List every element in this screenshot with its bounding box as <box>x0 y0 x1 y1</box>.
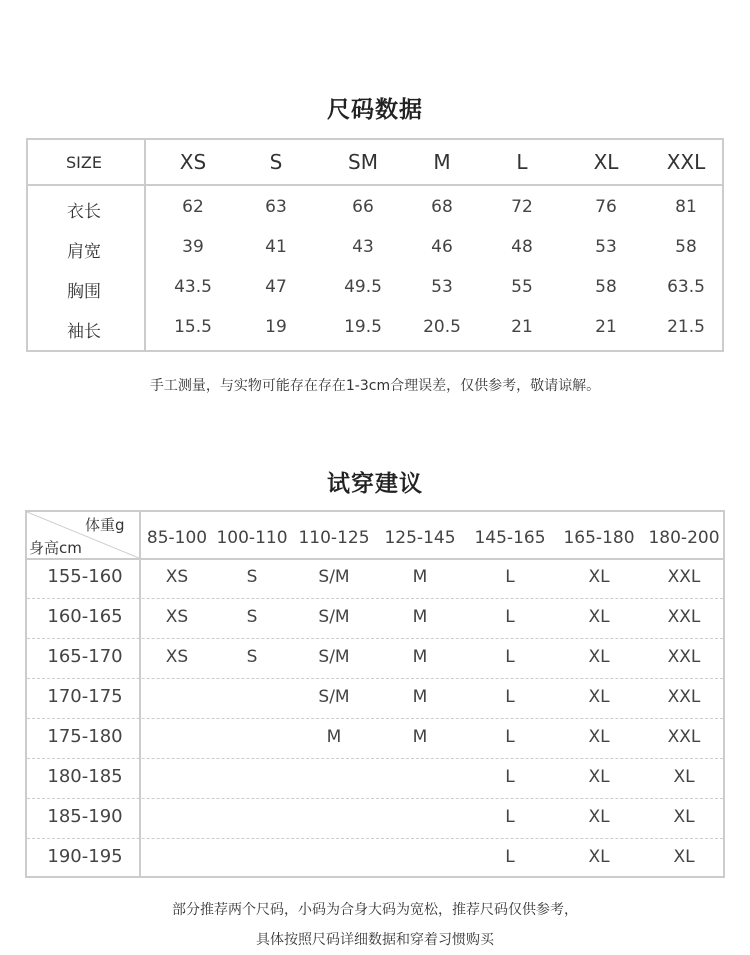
fit-table-column-divider <box>139 512 141 876</box>
corner-height-label: 身高cm <box>29 539 82 557</box>
fit-row-divider <box>27 638 723 639</box>
size-data-table <box>26 138 724 352</box>
size-row-label: 袖长 <box>67 322 101 342</box>
fit-size-cell: XL <box>673 767 695 787</box>
size-value-cell: 66 <box>352 197 374 217</box>
fit-size-cell: XL <box>588 727 610 747</box>
fit-size-cell: L <box>505 607 515 627</box>
fit-size-cell: S/M <box>318 647 350 667</box>
height-row-label: 190-195 <box>47 846 123 867</box>
size-row-label: 胸围 <box>67 282 101 302</box>
size-row-label: 衣长 <box>67 202 101 222</box>
size-header-cell: XXL <box>666 150 706 174</box>
fit-size-cell: XXL <box>667 727 701 747</box>
size-value-cell: 39 <box>182 237 204 257</box>
size-header-cell: SM <box>348 150 378 174</box>
fit-row-divider <box>27 718 723 719</box>
fit-size-cell: L <box>505 567 515 587</box>
fit-size-cell: L <box>505 767 515 787</box>
fit-size-cell: S/M <box>318 687 350 707</box>
measurement-note: 手工测量，与实物可能存在存在1-3cm合理误差，仅供参考，敬请谅解。 <box>149 378 601 394</box>
fit-size-cell: XL <box>673 847 695 867</box>
size-header-cell: L <box>516 150 528 174</box>
corner-weight-label: 体重g <box>85 516 125 534</box>
fit-size-cell: XL <box>673 807 695 827</box>
size-value-cell: 20.5 <box>423 317 461 337</box>
fit-size-cell: S/M <box>318 567 350 587</box>
size-value-cell: 43.5 <box>174 277 212 297</box>
fit-size-cell: L <box>505 807 515 827</box>
size-value-cell: 49.5 <box>344 277 382 297</box>
size-value-cell: 48 <box>511 237 533 257</box>
size-header-cell: XL <box>593 150 619 174</box>
fit-size-cell: M <box>412 567 428 587</box>
fit-size-cell: L <box>505 847 515 867</box>
height-row-label: 160-165 <box>47 606 123 627</box>
size-header-cell: M <box>433 150 451 174</box>
size-value-cell: 43 <box>352 237 374 257</box>
fit-size-cell: M <box>326 727 342 747</box>
height-row-label: 155-160 <box>47 566 123 587</box>
weight-header-cell: 125-145 <box>384 528 456 548</box>
size-value-cell: 21.5 <box>667 317 705 337</box>
size-value-cell: 47 <box>265 277 287 297</box>
size-value-cell: 21 <box>595 317 617 337</box>
height-row-label: 170-175 <box>47 686 123 707</box>
size-header-cell: XS <box>179 150 207 174</box>
fit-size-cell: XS <box>165 607 189 627</box>
weight-header-cell: 100-110 <box>216 528 288 548</box>
fit-size-cell: XS <box>165 647 189 667</box>
size-table-header-divider <box>28 184 722 186</box>
fit-size-cell: XL <box>588 567 610 587</box>
fit-row-divider <box>27 838 723 839</box>
fit-size-cell: M <box>412 607 428 627</box>
fit-size-cell: XXL <box>667 607 701 627</box>
fit-note-line-1: 部分推荐两个尺码，小码为合身大码为宽松，推荐尺码仅供参考， <box>172 902 578 918</box>
fit-table-header-divider <box>27 558 723 560</box>
size-value-cell: 62 <box>182 197 204 217</box>
fit-size-cell: M <box>412 727 428 747</box>
fit-size-cell: L <box>505 727 515 747</box>
height-row-label: 175-180 <box>47 726 123 747</box>
size-value-cell: 41 <box>265 237 287 257</box>
weight-header-cell: 110-125 <box>298 528 370 548</box>
size-value-cell: 21 <box>511 317 533 337</box>
size-data-title: 尺码数据 <box>327 97 423 123</box>
height-row-label: 180-185 <box>47 766 123 787</box>
fit-row-divider <box>27 758 723 759</box>
height-row-label: 165-170 <box>47 646 123 667</box>
fit-row-divider <box>27 678 723 679</box>
fit-size-cell: XL <box>588 607 610 627</box>
size-value-cell: 63 <box>265 197 287 217</box>
size-value-cell: 76 <box>595 197 617 217</box>
fit-row-divider <box>27 798 723 799</box>
size-header-label: SIZE <box>66 153 102 172</box>
fit-size-cell: L <box>505 647 515 667</box>
fit-size-cell: M <box>412 687 428 707</box>
fit-size-cell: L <box>505 687 515 707</box>
weight-header-cell: 145-165 <box>474 528 546 548</box>
size-value-cell: 81 <box>675 197 697 217</box>
fit-size-cell: XL <box>588 807 610 827</box>
size-value-cell: 53 <box>595 237 617 257</box>
fit-size-cell: XL <box>588 847 610 867</box>
weight-header-cell: 85-100 <box>146 528 208 548</box>
size-value-cell: 55 <box>511 277 533 297</box>
fit-row-divider <box>27 598 723 599</box>
weight-header-cell: 165-180 <box>563 528 635 548</box>
size-value-cell: 63.5 <box>667 277 705 297</box>
size-value-cell: 15.5 <box>174 317 212 337</box>
size-header-cell: S <box>269 150 283 174</box>
fit-note-line-2: 具体按照尺码详细数据和穿着习惯购买 <box>256 932 494 948</box>
size-value-cell: 53 <box>431 277 453 297</box>
fit-size-cell: XXL <box>667 567 701 587</box>
size-value-cell: 46 <box>431 237 453 257</box>
size-value-cell: 19.5 <box>344 317 382 337</box>
weight-header-cell: 180-200 <box>648 528 720 548</box>
height-row-label: 185-190 <box>47 806 123 827</box>
fit-size-cell: S <box>246 607 258 627</box>
size-value-cell: 19 <box>265 317 287 337</box>
fit-size-cell: XL <box>588 767 610 787</box>
size-value-cell: 68 <box>431 197 453 217</box>
fit-size-cell: XL <box>588 687 610 707</box>
size-value-cell: 58 <box>595 277 617 297</box>
fit-size-cell: S <box>246 647 258 667</box>
size-table-column-divider <box>144 140 146 350</box>
fit-size-cell: XXL <box>667 687 701 707</box>
fit-size-cell: XXL <box>667 647 701 667</box>
fit-suggestion-table <box>25 510 725 878</box>
fit-size-cell: S <box>246 567 258 587</box>
size-value-cell: 58 <box>675 237 697 257</box>
size-value-cell: 72 <box>511 197 533 217</box>
fit-size-cell: XS <box>165 567 189 587</box>
fit-suggestion-title: 试穿建议 <box>327 471 423 497</box>
fit-size-cell: XL <box>588 647 610 667</box>
size-row-label: 肩宽 <box>67 242 101 262</box>
fit-size-cell: M <box>412 647 428 667</box>
fit-size-cell: S/M <box>318 607 350 627</box>
